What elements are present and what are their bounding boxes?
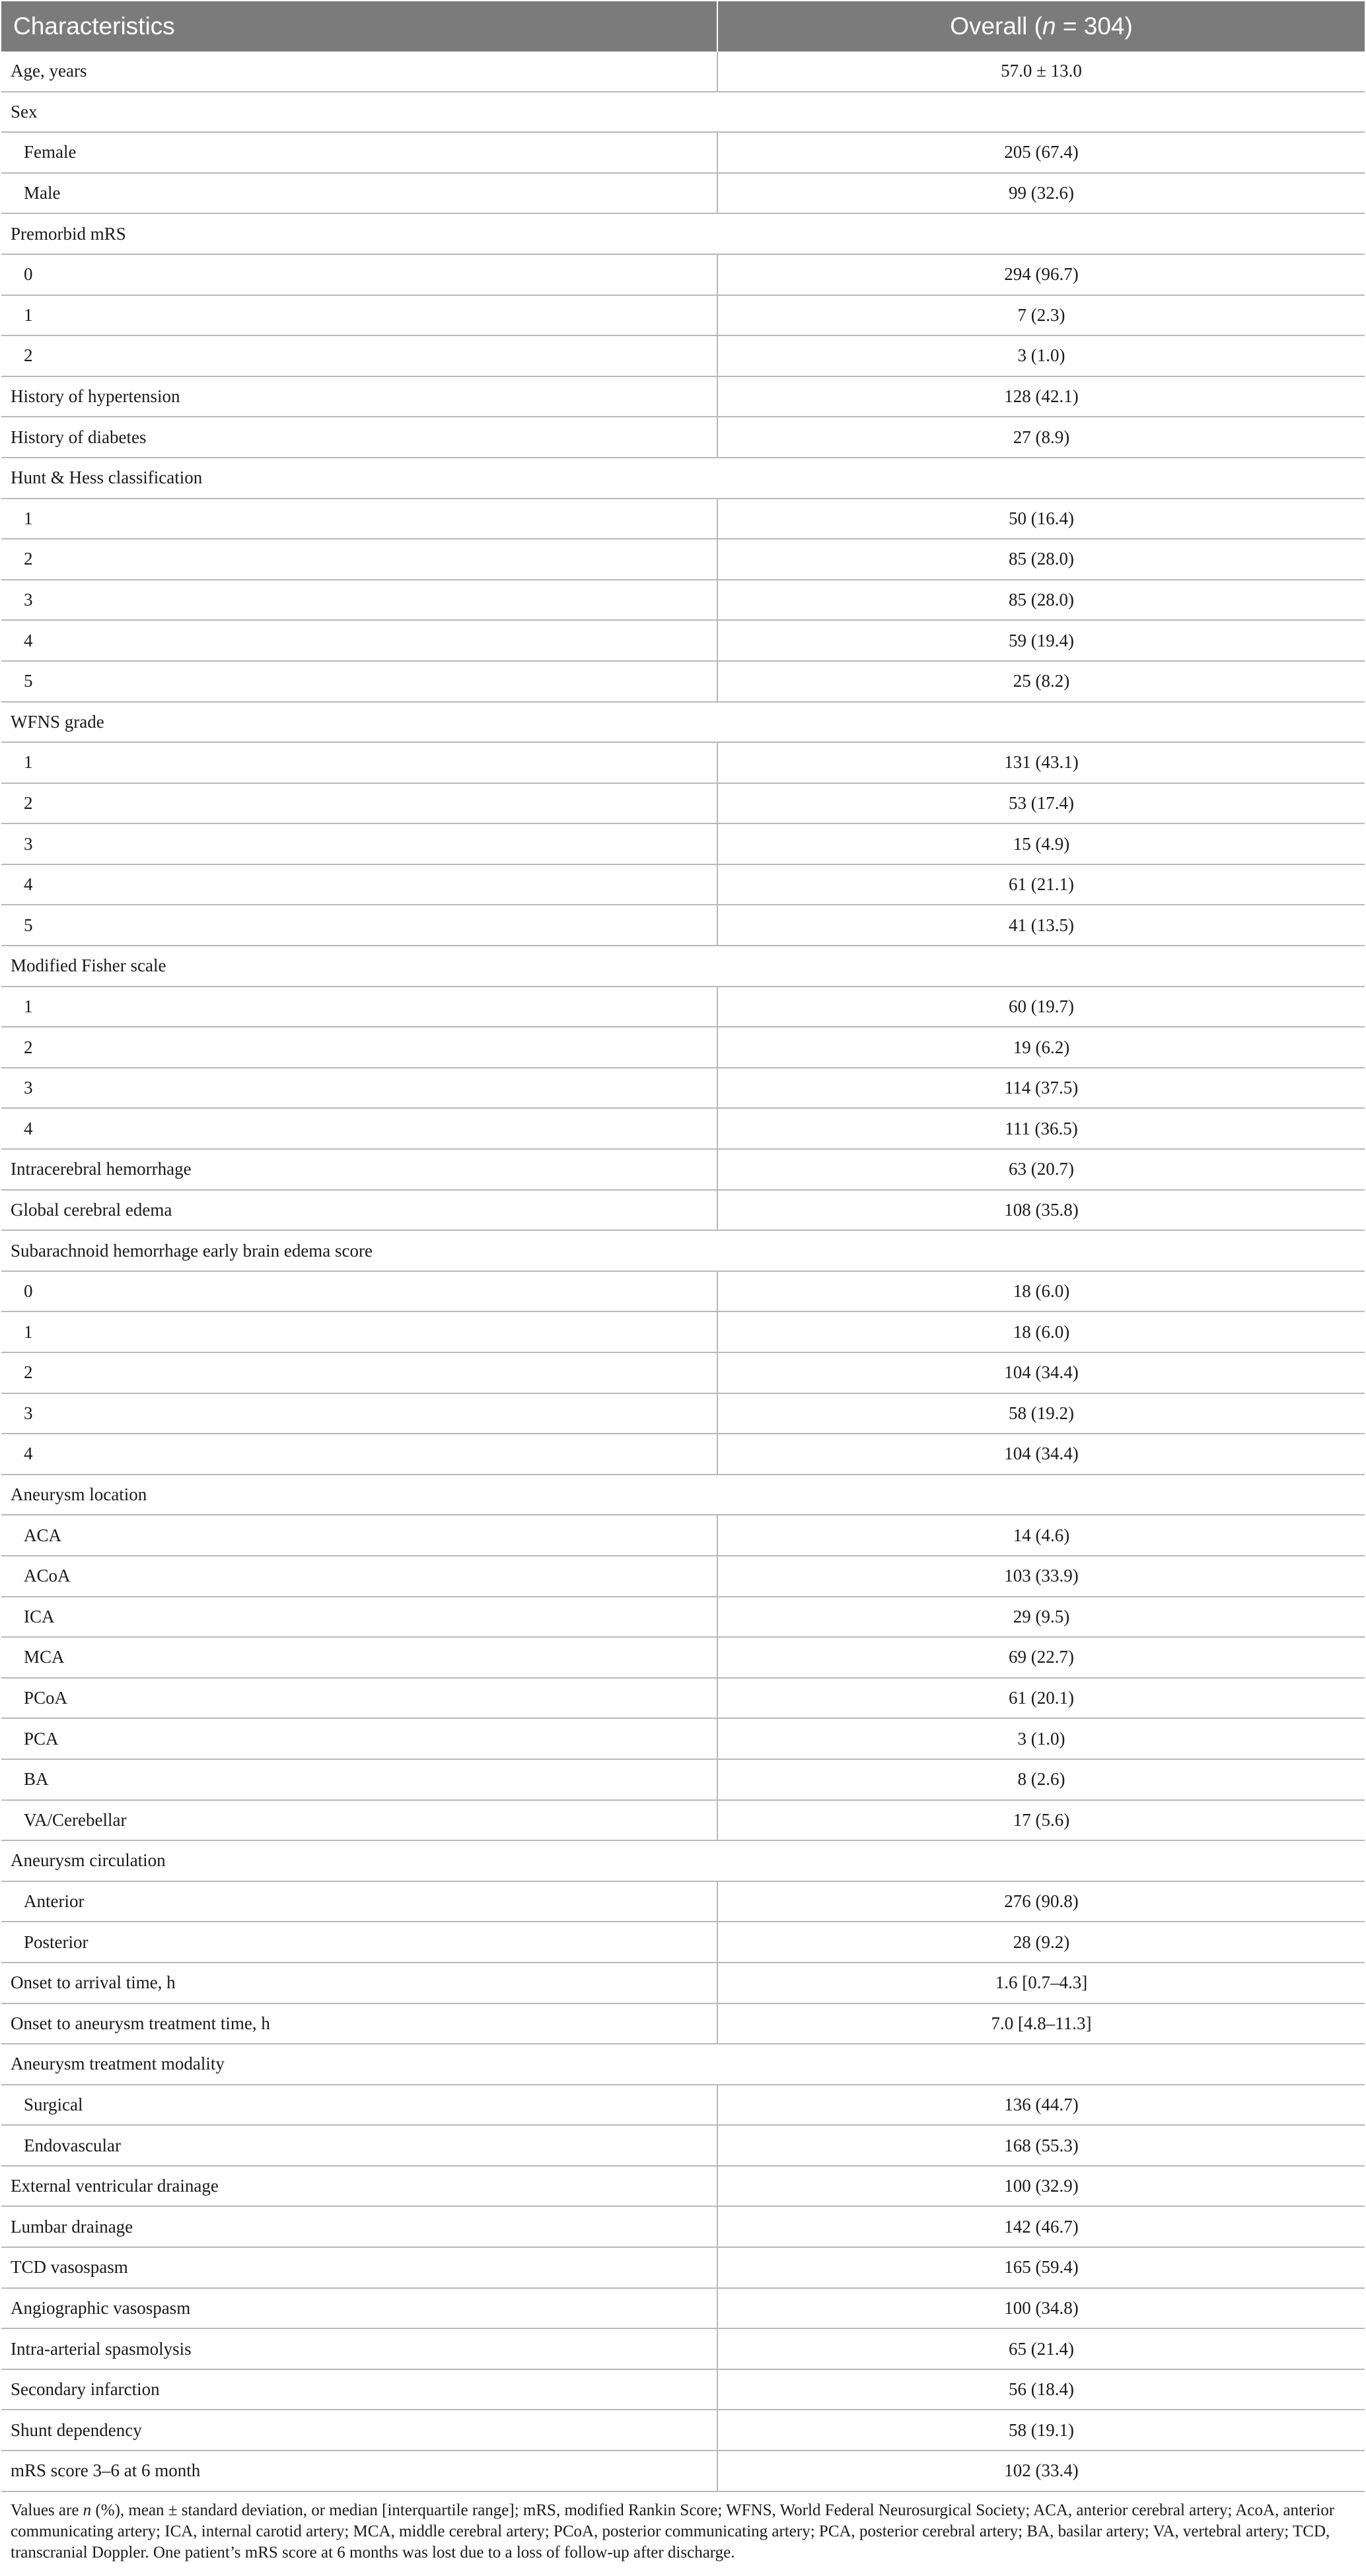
table-row bbox=[1, 2206, 1365, 2247]
header-overall-suffix: = 304) bbox=[1056, 13, 1133, 40]
row-label: Age, years bbox=[1, 52, 717, 92]
row-label: 3 bbox=[1, 580, 717, 621]
row-value: 56 (18.4) bbox=[717, 2369, 1365, 2410]
row-label: MCA bbox=[1, 1637, 717, 1678]
row-label: Intracerebral hemorrhage bbox=[1, 1149, 717, 1190]
row-label: 5 bbox=[1, 661, 717, 702]
row-value: 61 (21.1) bbox=[717, 864, 1365, 905]
table-row bbox=[1, 1190, 1365, 1231]
row-label: 2 bbox=[1, 783, 717, 824]
table-row bbox=[1, 499, 1365, 540]
row-value: 100 (34.8) bbox=[717, 2288, 1365, 2329]
table-row bbox=[1, 1108, 1365, 1149]
row-value: 17 (5.6) bbox=[717, 1800, 1365, 1841]
table-row bbox=[1, 1068, 1365, 1109]
row-value: 128 (42.1) bbox=[717, 376, 1365, 417]
table-row bbox=[1, 823, 1365, 864]
row-label: mRS score 3–6 at 6 month bbox=[1, 2451, 717, 2491]
row-label: Anterior bbox=[1, 1881, 717, 1922]
table-row bbox=[1, 1556, 1365, 1597]
row-label: 1 bbox=[1, 499, 717, 540]
row-label: Onset to aneurysm treatment time, h bbox=[1, 2003, 717, 2044]
row-label: Onset to arrival time, h bbox=[1, 1963, 717, 2003]
row-value: 85 (28.0) bbox=[717, 539, 1365, 580]
row-label: Female bbox=[1, 132, 717, 173]
row-value: 99 (32.6) bbox=[717, 173, 1365, 214]
row-value: 58 (19.1) bbox=[717, 2410, 1365, 2451]
table-row bbox=[1, 1271, 1365, 1312]
row-label: 1 bbox=[1, 742, 717, 783]
row-value: 29 (9.5) bbox=[717, 1597, 1365, 1638]
row-value: 53 (17.4) bbox=[717, 783, 1365, 824]
table-row bbox=[1, 742, 1365, 783]
row-value: 104 (34.4) bbox=[717, 1352, 1365, 1393]
table-row bbox=[1, 2451, 1365, 2491]
row-value: 136 (44.7) bbox=[717, 2085, 1365, 2126]
table-row bbox=[1, 2288, 1365, 2329]
row-value: 7 (2.3) bbox=[717, 295, 1365, 336]
row-value: 65 (21.4) bbox=[717, 2328, 1365, 2369]
row-value: 142 (46.7) bbox=[717, 2206, 1365, 2247]
table-row bbox=[1, 2125, 1365, 2166]
row-label: 1 bbox=[1, 987, 717, 1027]
table-row bbox=[1, 1352, 1365, 1393]
row-value: 63 (20.7) bbox=[717, 1149, 1365, 1190]
row-value: 104 (34.4) bbox=[717, 1434, 1365, 1475]
table-row bbox=[1, 2085, 1365, 2126]
row-label: Posterior bbox=[1, 1922, 717, 1963]
row-label: 0 bbox=[1, 1271, 717, 1312]
group-label: Hunt & Hess classification bbox=[1, 458, 1365, 499]
characteristics-table bbox=[1, 1, 1365, 2492]
table-row bbox=[1, 1963, 1365, 2003]
row-value: 276 (90.8) bbox=[717, 1881, 1365, 1922]
footnote-text: (%), mean ± standard deviation, or median [interquartile range]; mRS, modified Rankin Score; WFNS, World Federal Neurosurgical Society; ACA, anterior cerebral artery; AcoA, anterior communicating artery; ICA, internal carotid artery; MCA, middle cerebral artery; PCoA, posterior communicating artery; PCA, posterior cerebral artery; BA, basilar artery; VA, vertebral artery; TCD, transcranial Doppler. One patient’s mRS score at 6 months was lost due to a loss of follow-up after discharge. bbox=[11, 2501, 1335, 2561]
table-row bbox=[1, 1149, 1365, 1190]
row-label: 5 bbox=[1, 905, 717, 946]
row-label: 3 bbox=[1, 1068, 717, 1109]
table-row bbox=[1, 1311, 1365, 1352]
group-label: Subarachnoid hemorrhage early brain edema score bbox=[1, 1230, 1365, 1271]
table-row bbox=[1, 52, 1365, 92]
row-value: 57.0 ± 13.0 bbox=[717, 52, 1365, 92]
table-row bbox=[1, 1597, 1365, 1638]
group-label: Aneurysm location bbox=[1, 1475, 1365, 1515]
table-row bbox=[1, 1718, 1365, 1759]
table-row bbox=[1, 580, 1365, 621]
table-row bbox=[1, 1881, 1365, 1922]
table-group-row bbox=[1, 1475, 1365, 1515]
row-label: 4 bbox=[1, 1434, 717, 1475]
row-label: History of hypertension bbox=[1, 376, 717, 417]
table-row bbox=[1, 987, 1365, 1027]
row-value: 108 (35.8) bbox=[717, 1190, 1365, 1231]
row-value: 25 (8.2) bbox=[717, 661, 1365, 702]
row-label: 2 bbox=[1, 1352, 717, 1393]
row-label: 1 bbox=[1, 295, 717, 336]
row-value: 18 (6.0) bbox=[717, 1311, 1365, 1352]
table-row bbox=[1, 2328, 1365, 2369]
table-row bbox=[1, 2003, 1365, 2044]
table-group-row bbox=[1, 946, 1365, 987]
table-row bbox=[1, 376, 1365, 417]
row-label: 4 bbox=[1, 864, 717, 905]
table-group-row bbox=[1, 702, 1365, 743]
row-label: 3 bbox=[1, 823, 717, 864]
table-row bbox=[1, 905, 1365, 946]
row-label: 3 bbox=[1, 1393, 717, 1434]
row-value: 69 (22.7) bbox=[717, 1637, 1365, 1678]
table-row bbox=[1, 417, 1365, 458]
group-label: Modified Fisher scale bbox=[1, 946, 1365, 987]
table-row bbox=[1, 1434, 1365, 1475]
row-label: 2 bbox=[1, 335, 717, 376]
table-row bbox=[1, 1027, 1365, 1068]
row-label: PCoA bbox=[1, 1678, 717, 1719]
row-value: 15 (4.9) bbox=[717, 823, 1365, 864]
row-value: 100 (32.9) bbox=[717, 2166, 1365, 2207]
table-header bbox=[1, 1, 1365, 52]
table-row bbox=[1, 335, 1365, 376]
row-value: 165 (59.4) bbox=[717, 2247, 1365, 2288]
header-overall bbox=[717, 1, 1365, 52]
row-value: 294 (96.7) bbox=[717, 254, 1365, 295]
row-value: 7.0 [4.8–11.3] bbox=[717, 2003, 1365, 2044]
group-label: Sex bbox=[1, 92, 1365, 133]
table-row bbox=[1, 2166, 1365, 2207]
row-value: 19 (6.2) bbox=[717, 1027, 1365, 1068]
row-label: 4 bbox=[1, 620, 717, 661]
table-group-row bbox=[1, 213, 1365, 254]
table-row bbox=[1, 1393, 1365, 1434]
table-group-row bbox=[1, 92, 1365, 133]
row-value: 102 (33.4) bbox=[717, 2451, 1365, 2491]
row-label: External ventricular drainage bbox=[1, 2166, 717, 2207]
row-value: 61 (20.1) bbox=[717, 1678, 1365, 1719]
row-label: History of diabetes bbox=[1, 417, 717, 458]
row-label: ACA bbox=[1, 1515, 717, 1556]
table-row bbox=[1, 1922, 1365, 1963]
row-label: Global cerebral edema bbox=[1, 1190, 717, 1231]
table-footnote bbox=[1, 2500, 1365, 2563]
header-row bbox=[1, 1, 1365, 52]
row-value: 18 (6.0) bbox=[717, 1271, 1365, 1312]
row-value: 50 (16.4) bbox=[717, 499, 1365, 540]
table-row bbox=[1, 864, 1365, 905]
table-body bbox=[1, 52, 1365, 2491]
row-value: 27 (8.9) bbox=[717, 417, 1365, 458]
table-row bbox=[1, 1515, 1365, 1556]
row-label: PCA bbox=[1, 1718, 717, 1759]
row-label: 4 bbox=[1, 1108, 717, 1149]
row-value: 60 (19.7) bbox=[717, 987, 1365, 1027]
table-group-row bbox=[1, 2044, 1365, 2085]
group-label: Aneurysm treatment modality bbox=[1, 2044, 1365, 2085]
characteristics-table-container bbox=[1, 1, 1365, 2563]
row-value: 58 (19.2) bbox=[717, 1393, 1365, 1434]
row-value: 59 (19.4) bbox=[717, 620, 1365, 661]
group-label: Premorbid mRS bbox=[1, 213, 1365, 254]
table-row bbox=[1, 620, 1365, 661]
header-characteristics: Characteristics bbox=[1, 1, 717, 52]
row-value: 131 (43.1) bbox=[717, 742, 1365, 783]
row-label: BA bbox=[1, 1759, 717, 1800]
table-row bbox=[1, 1800, 1365, 1841]
table-row bbox=[1, 173, 1365, 214]
table-row bbox=[1, 295, 1365, 336]
table-row bbox=[1, 539, 1365, 580]
row-label: Lumbar drainage bbox=[1, 2206, 717, 2247]
group-label: Aneurysm circulation bbox=[1, 1840, 1365, 1881]
row-label: VA/Cerebellar bbox=[1, 1800, 717, 1841]
row-label: 0 bbox=[1, 254, 717, 295]
row-label: Endovascular bbox=[1, 2125, 717, 2166]
table-row bbox=[1, 132, 1365, 173]
table-row bbox=[1, 783, 1365, 824]
row-value: 205 (67.4) bbox=[717, 132, 1365, 173]
row-label: Intra-arterial spasmolysis bbox=[1, 2328, 717, 2369]
header-overall-prefix: Overall ( bbox=[950, 13, 1042, 40]
table-row bbox=[1, 2247, 1365, 2288]
table-group-row bbox=[1, 1840, 1365, 1881]
row-value: 28 (9.2) bbox=[717, 1922, 1365, 1963]
row-value: 3 (1.0) bbox=[717, 1718, 1365, 1759]
row-label: TCD vasospasm bbox=[1, 2247, 717, 2288]
table-row bbox=[1, 1678, 1365, 1719]
row-label: Male bbox=[1, 173, 717, 214]
row-value: 111 (36.5) bbox=[717, 1108, 1365, 1149]
table-row bbox=[1, 1637, 1365, 1678]
row-value: 41 (13.5) bbox=[717, 905, 1365, 946]
row-label: 2 bbox=[1, 539, 717, 580]
table-row bbox=[1, 1759, 1365, 1800]
row-label: Secondary infarction bbox=[1, 2369, 717, 2410]
row-label: ICA bbox=[1, 1597, 717, 1638]
table-row bbox=[1, 661, 1365, 702]
row-value: 14 (4.6) bbox=[717, 1515, 1365, 1556]
row-value: 8 (2.6) bbox=[717, 1759, 1365, 1800]
header-overall-n: n bbox=[1042, 13, 1056, 40]
row-value: 1.6 [0.7–4.3] bbox=[717, 1963, 1365, 2003]
table-row bbox=[1, 254, 1365, 295]
row-label: Surgical bbox=[1, 2085, 717, 2126]
row-value: 168 (55.3) bbox=[717, 2125, 1365, 2166]
row-label: 1 bbox=[1, 1311, 717, 1352]
table-row bbox=[1, 2410, 1365, 2451]
table-group-row bbox=[1, 458, 1365, 499]
table-group-row bbox=[1, 1230, 1365, 1271]
row-value: 114 (37.5) bbox=[717, 1068, 1365, 1109]
row-label: 2 bbox=[1, 1027, 717, 1068]
row-label: ACoA bbox=[1, 1556, 717, 1597]
row-label: Shunt dependency bbox=[1, 2410, 717, 2451]
group-label: WFNS grade bbox=[1, 702, 1365, 743]
row-label: Angiographic vasospasm bbox=[1, 2288, 717, 2329]
footnote-prefix: Values are bbox=[11, 2501, 83, 2519]
row-value: 85 (28.0) bbox=[717, 580, 1365, 621]
row-value: 103 (33.9) bbox=[717, 1556, 1365, 1597]
row-value: 3 (1.0) bbox=[717, 335, 1365, 376]
table-row bbox=[1, 2369, 1365, 2410]
footnote-n: n bbox=[83, 2501, 92, 2519]
